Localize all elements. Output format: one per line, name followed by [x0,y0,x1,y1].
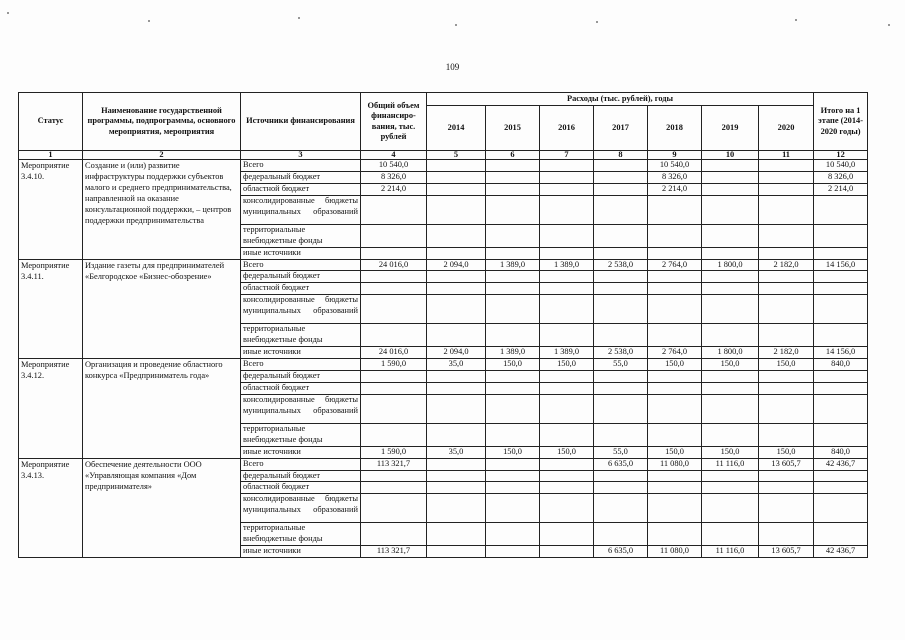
header-year: 2016 [540,106,594,151]
cell-total [361,295,427,324]
column-number: 9 [648,151,702,160]
cell-year-value [759,171,814,183]
cell-year-value [540,370,594,382]
cell-year-value [486,470,540,482]
measure-status: Мероприятие 3.4.12. [19,359,83,459]
page-number: 109 [445,62,460,72]
cell-year-value [594,370,648,382]
cell-year-value [648,482,702,494]
cell-year-value [540,458,594,470]
cell-year-value [759,283,814,295]
column-number: 8 [594,151,648,160]
cell-year-value [427,382,486,394]
cell-year-value [486,247,540,259]
cell-year-value: 150,0 [648,359,702,371]
cell-year-value [702,271,759,283]
scan-speck [148,20,150,22]
cell-total: 113 321,7 [361,546,427,558]
cell-year-value [594,271,648,283]
cell-total [361,247,427,259]
cell-year-value [648,394,702,423]
cell-year-value: 2 538,0 [594,259,648,271]
cell-year-value [427,546,486,558]
header-year: 2014 [427,106,486,151]
cell-stage-total [814,324,868,347]
measure-name: Создание и (или) развитие инфраструктуры поддержки субъектов малого и среднего предпринимательства, направленной на оказание консультационной поддержки, – центров поддержки предпринимательства [83,160,241,260]
cell-year-value [702,224,759,247]
cell-total [361,370,427,382]
header-expenses: Расходы (тыс. рублей), годы [427,93,814,106]
cell-total [361,523,427,546]
financing-source: консолидированные бюджеты муниципальных образований [241,494,361,523]
cell-year-value [540,382,594,394]
column-number: 5 [427,151,486,160]
cell-stage-total: 42 436,7 [814,458,868,470]
cell-year-value [702,295,759,324]
cell-year-value [540,394,594,423]
financing-source: иные источники [241,546,361,558]
cell-stage-total [814,295,868,324]
cell-year-value: 6 635,0 [594,546,648,558]
cell-year-value [759,295,814,324]
scan-speck [596,21,598,23]
column-number: 10 [702,151,759,160]
cell-year-value [702,394,759,423]
cell-total: 1 590,0 [361,446,427,458]
cell-year-value [702,183,759,195]
cell-year-value [427,183,486,195]
cell-year-value: 2 094,0 [427,259,486,271]
cell-total [361,494,427,523]
cell-year-value [702,247,759,259]
cell-year-value [427,494,486,523]
cell-stage-total [814,494,868,523]
cell-year-value [759,394,814,423]
cell-year-value [648,271,702,283]
cell-year-value [540,523,594,546]
cell-year-value: 150,0 [540,446,594,458]
financing-source: иные источники [241,446,361,458]
financing-source: Всего [241,359,361,371]
cell-year-value [540,470,594,482]
cell-total [361,195,427,224]
financing-source: Всего [241,160,361,172]
cell-year-value [702,482,759,494]
cell-year-value [486,160,540,172]
cell-year-value: 55,0 [594,446,648,458]
cell-year-value [427,171,486,183]
cell-stage-total [814,470,868,482]
cell-year-value [594,394,648,423]
financing-source: федеральный бюджет [241,470,361,482]
cell-year-value [594,470,648,482]
cell-year-value [702,283,759,295]
cell-year-value [486,271,540,283]
cell-year-value [759,382,814,394]
financing-source: федеральный бюджет [241,271,361,283]
financing-source: территориальные внебюджетные фонды [241,324,361,347]
cell-year-value [648,224,702,247]
cell-year-value [540,494,594,523]
financing-source: областной бюджет [241,283,361,295]
measure-name: Организация и проведение областного конкурса «Предприниматель года» [83,359,241,459]
cell-year-value [486,183,540,195]
financing-source: консолидированные бюджеты муниципальных образований [241,195,361,224]
financing-source: территориальные внебюджетные фонды [241,224,361,247]
cell-year-value [648,382,702,394]
column-number: 7 [540,151,594,160]
cell-total: 24 016,0 [361,259,427,271]
cell-year-value: 150,0 [702,446,759,458]
scan-speck [795,19,797,21]
financing-source: Всего [241,259,361,271]
cell-stage-total: 2 214,0 [814,183,868,195]
financing-source: иные источники [241,347,361,359]
scan-speck [455,24,457,26]
cell-year-value [540,247,594,259]
cell-total [361,394,427,423]
financing-source: областной бюджет [241,382,361,394]
cell-year-value [486,324,540,347]
cell-year-value [702,324,759,347]
cell-stage-total [814,195,868,224]
cell-year-value [427,458,486,470]
financing-source: территориальные внебюджетные фонды [241,523,361,546]
column-number: 1 [19,151,83,160]
cell-year-value: 1 800,0 [702,347,759,359]
cell-stage-total: 42 436,7 [814,546,868,558]
cell-stage-total [814,271,868,283]
cell-total [361,423,427,446]
cell-year-value [540,160,594,172]
cell-year-value [702,470,759,482]
cell-year-value [594,183,648,195]
cell-stage-total [814,523,868,546]
cell-year-value [702,195,759,224]
cell-year-value [702,382,759,394]
cell-year-value [594,224,648,247]
cell-year-value [486,546,540,558]
cell-year-value: 13 605,7 [759,458,814,470]
measure-name: Обеспечение деятельности ООО «Управляющая компания «Дом предпринимателя» [83,458,241,558]
table-row [19,458,868,470]
cell-year-value [759,324,814,347]
financing-source: консолидированные бюджеты муниципальных образований [241,394,361,423]
measure-status: Мероприятие 3.4.10. [19,160,83,260]
cell-year-value: 150,0 [648,446,702,458]
scan-speck [298,17,300,19]
cell-total: 113 321,7 [361,458,427,470]
cell-total [361,271,427,283]
cell-year-value: 2 094,0 [427,347,486,359]
cell-year-value [759,183,814,195]
cell-year-value: 150,0 [486,359,540,371]
cell-total: 8 326,0 [361,171,427,183]
cell-stage-total [814,482,868,494]
cell-year-value [759,224,814,247]
financing-source: иные источники [241,247,361,259]
cell-year-value [540,224,594,247]
cell-year-value [427,523,486,546]
cell-total: 24 016,0 [361,347,427,359]
cell-year-value [540,283,594,295]
cell-stage-total [814,423,868,446]
header-year: 2015 [486,106,540,151]
cell-stage-total: 8 326,0 [814,171,868,183]
cell-stage-total [814,382,868,394]
cell-total [361,382,427,394]
cell-year-value [427,394,486,423]
cell-year-value [540,195,594,224]
cell-year-value [759,523,814,546]
cell-year-value: 1 389,0 [540,259,594,271]
cell-stage-total [814,247,868,259]
cell-year-value: 2 764,0 [648,347,702,359]
cell-year-value [594,295,648,324]
header-year: 2018 [648,106,702,151]
financing-source: консолидированные бюджеты муниципальных образований [241,295,361,324]
cell-year-value: 150,0 [486,446,540,458]
cell-year-value: 150,0 [759,446,814,458]
cell-year-value [486,394,540,423]
cell-year-value [486,195,540,224]
cell-year-value: 11 116,0 [702,458,759,470]
financing-table [18,92,868,558]
table-row [19,160,868,172]
cell-year-value: 35,0 [427,446,486,458]
cell-year-value [759,482,814,494]
cell-total: 2 214,0 [361,183,427,195]
cell-year-value [486,283,540,295]
cell-year-value [540,482,594,494]
cell-year-value [648,195,702,224]
cell-year-value [594,423,648,446]
column-number: 12 [814,151,868,160]
cell-year-value [427,324,486,347]
header-stage-total: Итого на 1 этапе (2014-2020 годы) [814,93,868,151]
cell-year-value [759,160,814,172]
header-name: Наименование государственной программы, подпрограммы, основного мероприятия, мероприятия [83,93,241,151]
cell-year-value [594,247,648,259]
cell-year-value: 11 116,0 [702,546,759,558]
financing-source: федеральный бюджет [241,171,361,183]
cell-year-value [594,324,648,347]
cell-year-value [759,195,814,224]
financing-source: территориальные внебюджетные фонды [241,423,361,446]
cell-year-value [648,523,702,546]
measure-status: Мероприятие 3.4.11. [19,259,83,359]
header-status: Статус [19,93,83,151]
cell-year-value: 11 080,0 [648,546,702,558]
cell-stage-total [814,224,868,247]
cell-year-value [486,494,540,523]
cell-stage-total: 14 156,0 [814,259,868,271]
cell-year-value [486,482,540,494]
cell-year-value [648,247,702,259]
cell-year-value: 2 764,0 [648,259,702,271]
cell-year-value [540,183,594,195]
table-row [19,259,868,271]
cell-stage-total: 840,0 [814,446,868,458]
financing-source: областной бюджет [241,482,361,494]
cell-year-value [427,423,486,446]
cell-year-value [594,160,648,172]
cell-year-value [759,370,814,382]
financing-source: Всего [241,458,361,470]
header-year: 2017 [594,106,648,151]
cell-year-value: 150,0 [702,359,759,371]
cell-year-value: 2 182,0 [759,259,814,271]
header-sources: Источники финансирования [241,93,361,151]
cell-stage-total [814,394,868,423]
cell-year-value [540,295,594,324]
cell-year-value [702,160,759,172]
cell-year-value [427,295,486,324]
cell-total [361,470,427,482]
cell-year-value: 150,0 [759,359,814,371]
cell-year-value [648,470,702,482]
cell-year-value [427,482,486,494]
cell-year-value [427,283,486,295]
cell-total [361,482,427,494]
cell-total [361,324,427,347]
cell-year-value [540,171,594,183]
cell-year-value [427,271,486,283]
cell-year-value [594,482,648,494]
cell-year-value: 2 538,0 [594,347,648,359]
cell-year-value: 6 635,0 [594,458,648,470]
cell-year-value [540,423,594,446]
cell-year-value [702,423,759,446]
scan-speck [888,24,890,26]
cell-year-value [594,283,648,295]
cell-year-value: 1 389,0 [540,347,594,359]
cell-year-value [702,171,759,183]
cell-total [361,224,427,247]
cell-year-value: 1 389,0 [486,347,540,359]
cell-year-value: 1 389,0 [486,259,540,271]
cell-stage-total: 14 156,0 [814,347,868,359]
financing-source: федеральный бюджет [241,370,361,382]
cell-year-value [702,523,759,546]
cell-year-value: 55,0 [594,359,648,371]
cell-stage-total: 10 540,0 [814,160,868,172]
table-row [19,359,868,371]
cell-stage-total [814,283,868,295]
cell-total: 1 590,0 [361,359,427,371]
column-number: 3 [241,151,361,160]
cell-year-value [486,423,540,446]
column-number: 11 [759,151,814,160]
cell-year-value: 35,0 [427,359,486,371]
column-number: 2 [83,151,241,160]
cell-year-value [648,295,702,324]
cell-year-value [427,224,486,247]
cell-year-value [486,523,540,546]
cell-year-value [427,160,486,172]
cell-total: 10 540,0 [361,160,427,172]
cell-year-value [759,470,814,482]
cell-year-value [427,370,486,382]
cell-year-value [648,283,702,295]
cell-year-value [648,423,702,446]
cell-year-value [759,247,814,259]
cell-year-value: 2 182,0 [759,347,814,359]
cell-total [361,283,427,295]
cell-year-value [648,370,702,382]
cell-year-value [486,295,540,324]
header-year: 2020 [759,106,814,151]
measure-name: Издание газеты для предпринимателей «Белгородское «Бизнес-обозрение» [83,259,241,359]
cell-year-value: 2 214,0 [648,183,702,195]
cell-year-value [594,494,648,523]
cell-year-value [648,324,702,347]
cell-year-value [486,458,540,470]
cell-year-value: 8 326,0 [648,171,702,183]
financing-source: областной бюджет [241,183,361,195]
cell-year-value [594,523,648,546]
scan-speck [7,12,9,14]
cell-year-value [427,247,486,259]
cell-year-value [702,370,759,382]
cell-year-value [540,324,594,347]
column-number: 4 [361,151,427,160]
cell-year-value: 13 605,7 [759,546,814,558]
cell-year-value [540,546,594,558]
cell-year-value: 1 800,0 [702,259,759,271]
cell-year-value [759,494,814,523]
cell-year-value [594,195,648,224]
cell-stage-total [814,370,868,382]
cell-year-value [540,271,594,283]
header-total: Общий объем финансиро- вания, тыс. рублей [361,93,427,151]
cell-year-value: 150,0 [540,359,594,371]
measure-status: Мероприятие 3.4.13. [19,458,83,558]
cell-year-value: 10 540,0 [648,160,702,172]
cell-year-value [759,271,814,283]
cell-stage-total: 840,0 [814,359,868,371]
cell-year-value [648,494,702,523]
cell-year-value [486,370,540,382]
cell-year-value [594,382,648,394]
cell-year-value [702,494,759,523]
cell-year-value: 11 080,0 [648,458,702,470]
cell-year-value [486,382,540,394]
header-year: 2019 [702,106,759,151]
cell-year-value [594,171,648,183]
cell-year-value [486,224,540,247]
cell-year-value [486,171,540,183]
cell-year-value [427,470,486,482]
column-number: 6 [486,151,540,160]
cell-year-value [427,195,486,224]
cell-year-value [759,423,814,446]
